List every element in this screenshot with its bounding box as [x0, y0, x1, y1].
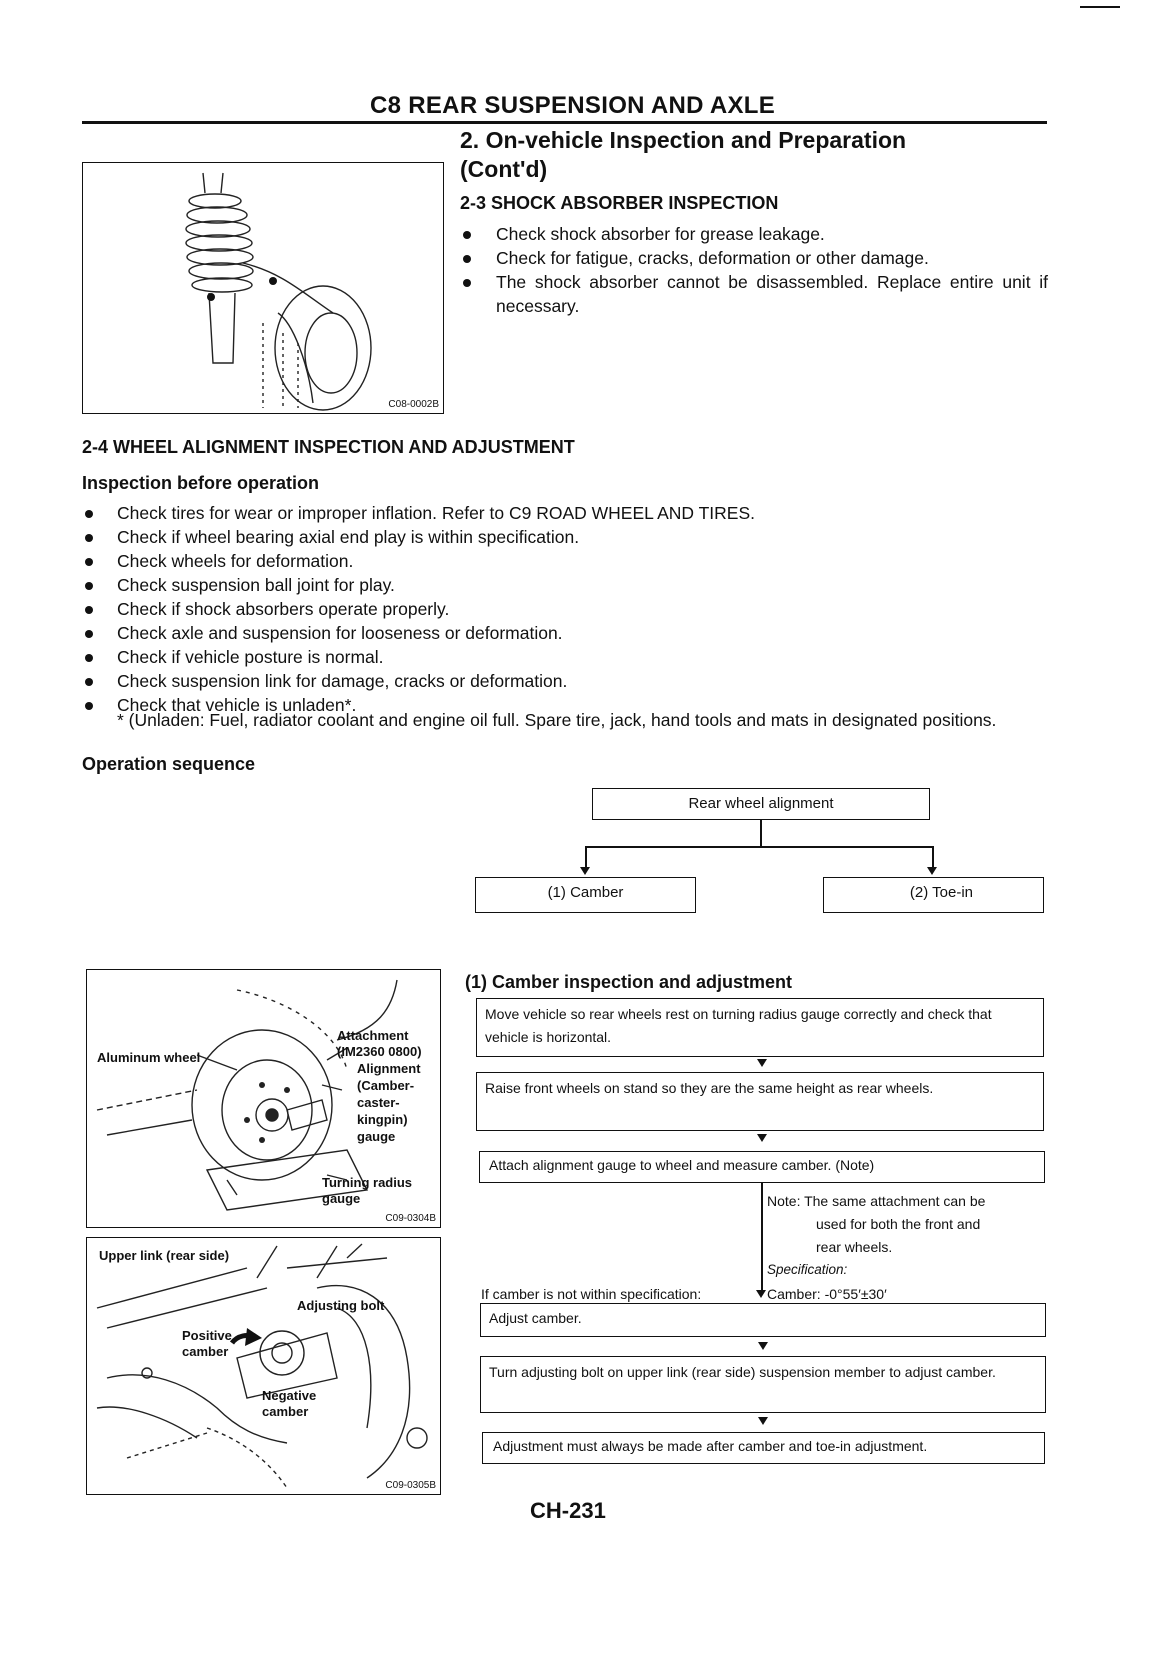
arrow-down-icon: [927, 867, 937, 875]
camber-heading: (1) Camber inspection and adjustment: [465, 972, 793, 992]
camber-step-4: Adjust camber.: [480, 1303, 1046, 1337]
camber-step-3: Attach alignment gauge to wheel and measure camber. (Note): [479, 1151, 1045, 1183]
sequence-connector: [760, 820, 762, 846]
attachment-label: Attachment (IM2360 0800): [337, 1028, 422, 1059]
page-number: CH-231: [530, 1498, 606, 1523]
sequence-toe-in: (2) Toe-in: [823, 877, 1044, 913]
corner-mark: [1080, 6, 1120, 8]
positive-camber-label: Positive camber: [182, 1328, 232, 1359]
sequence-connector: [585, 846, 933, 848]
sequence-connector: [585, 846, 587, 868]
arrow-down-icon: [757, 1059, 767, 1067]
alignment-gauge-figure: [86, 969, 441, 1228]
section-header: C8 REAR SUSPENSION AND AXLE: [370, 92, 776, 119]
shock-absorber-illustration: [83, 163, 443, 413]
shock-heading: 2-3 SHOCK ABSORBER INSPECTION: [460, 193, 779, 213]
negative-camber-label: Negative camber: [262, 1388, 317, 1419]
camber-condition: If camber is not within specification:: [481, 1286, 702, 1302]
shock-absorber-figure: [82, 162, 444, 414]
camber-step-5: Turn adjusting bolt on upper link (rear side) suspension member to adjust camber.: [480, 1356, 1046, 1413]
sequence-connector: [932, 846, 934, 868]
list-item: Check suspension link for damage, cracks or deformation.: [82, 669, 1048, 693]
alignment-heading: 2-4 WHEEL ALIGNMENT INSPECTION AND ADJUSTMENT: [82, 437, 575, 457]
inspection-bullet-list: [82, 501, 1048, 717]
list-item: Check suspension ball joint for play.: [82, 573, 1048, 597]
arrow-down-icon: [757, 1134, 767, 1142]
list-item: Check if vehicle posture is normal.: [82, 645, 1048, 669]
upper-link-figure: [86, 1237, 441, 1495]
camber-note: Note: The same attachment can be used for both the front and rear wheels. Specification:: [767, 1193, 986, 1277]
list-item: Check wheels for deformation.: [82, 549, 1048, 573]
flow-line: [761, 1183, 763, 1290]
shock-bullet-list: [460, 222, 1048, 318]
list-item: Check tires for wear or improper inflation. Refer to C9 ROAD WHEEL AND TIRES.: [82, 501, 1048, 525]
camber-step-1: Move vehicle so rear wheels rest on turning radius gauge correctly and check that vehicle is horizontal.: [476, 998, 1044, 1057]
upper-link-label: Upper link (rear side): [99, 1248, 230, 1263]
unladen-footnote: * (Unladen: Fuel, radiator coolant and engine oil full. Spare tire, jack, hand tools and mats in designated positions.: [117, 710, 997, 730]
list-item: Check if wheel bearing axial end play is within specification.: [82, 525, 1048, 549]
figure-code: C08-0002B: [388, 399, 439, 410]
figure-code: C09-0305B: [385, 1480, 436, 1491]
header-rule: [82, 121, 1047, 124]
camber-step-6: Adjustment must always be made after camber and toe-in adjustment.: [482, 1432, 1045, 1464]
alignment-gauge-label: Alignment (Camber- caster- kingpin) gauge: [357, 1061, 421, 1144]
list-item: Check for fatigue, cracks, deformation or other damage.: [460, 246, 1048, 270]
figure-code: C09-0304B: [385, 1213, 436, 1224]
list-item: Check shock absorber for grease leakage.: [460, 222, 1048, 246]
arrow-down-icon: [756, 1290, 766, 1298]
arrow-down-icon: [580, 867, 590, 875]
section-title: 2. On-vehicle Inspection and Preparation (Cont'd): [460, 127, 907, 182]
operation-heading: Operation sequence: [82, 754, 256, 774]
arrow-down-icon: [758, 1417, 768, 1425]
sequence-rear-wheel-alignment: Rear wheel alignment: [592, 788, 930, 820]
turning-radius-gauge-label: Turning radius gauge: [322, 1175, 413, 1206]
list-item: Check that vehicle is unladen*.: [82, 693, 1048, 717]
list-item: Check if shock absorbers operate properly.: [82, 597, 1048, 621]
adjusting-bolt-label: Adjusting bolt: [297, 1298, 385, 1313]
camber-step-2: Raise front wheels on stand so they are the same height as rear wheels.: [476, 1072, 1044, 1131]
upper-link-illustration: [87, 1238, 440, 1494]
camber-specification: Camber: -0°55′±30′: [767, 1286, 887, 1302]
sequence-camber: (1) Camber: [475, 877, 696, 913]
list-item: The shock absorber cannot be disassembled. Replace entire unit if necessary.: [460, 270, 1048, 318]
inspection-heading: Inspection before operation: [82, 473, 320, 493]
aluminum-wheel-label: Aluminum wheel: [97, 1050, 201, 1065]
arrow-down-icon: [758, 1342, 768, 1350]
list-item: Check axle and suspension for looseness or deformation.: [82, 621, 1048, 645]
